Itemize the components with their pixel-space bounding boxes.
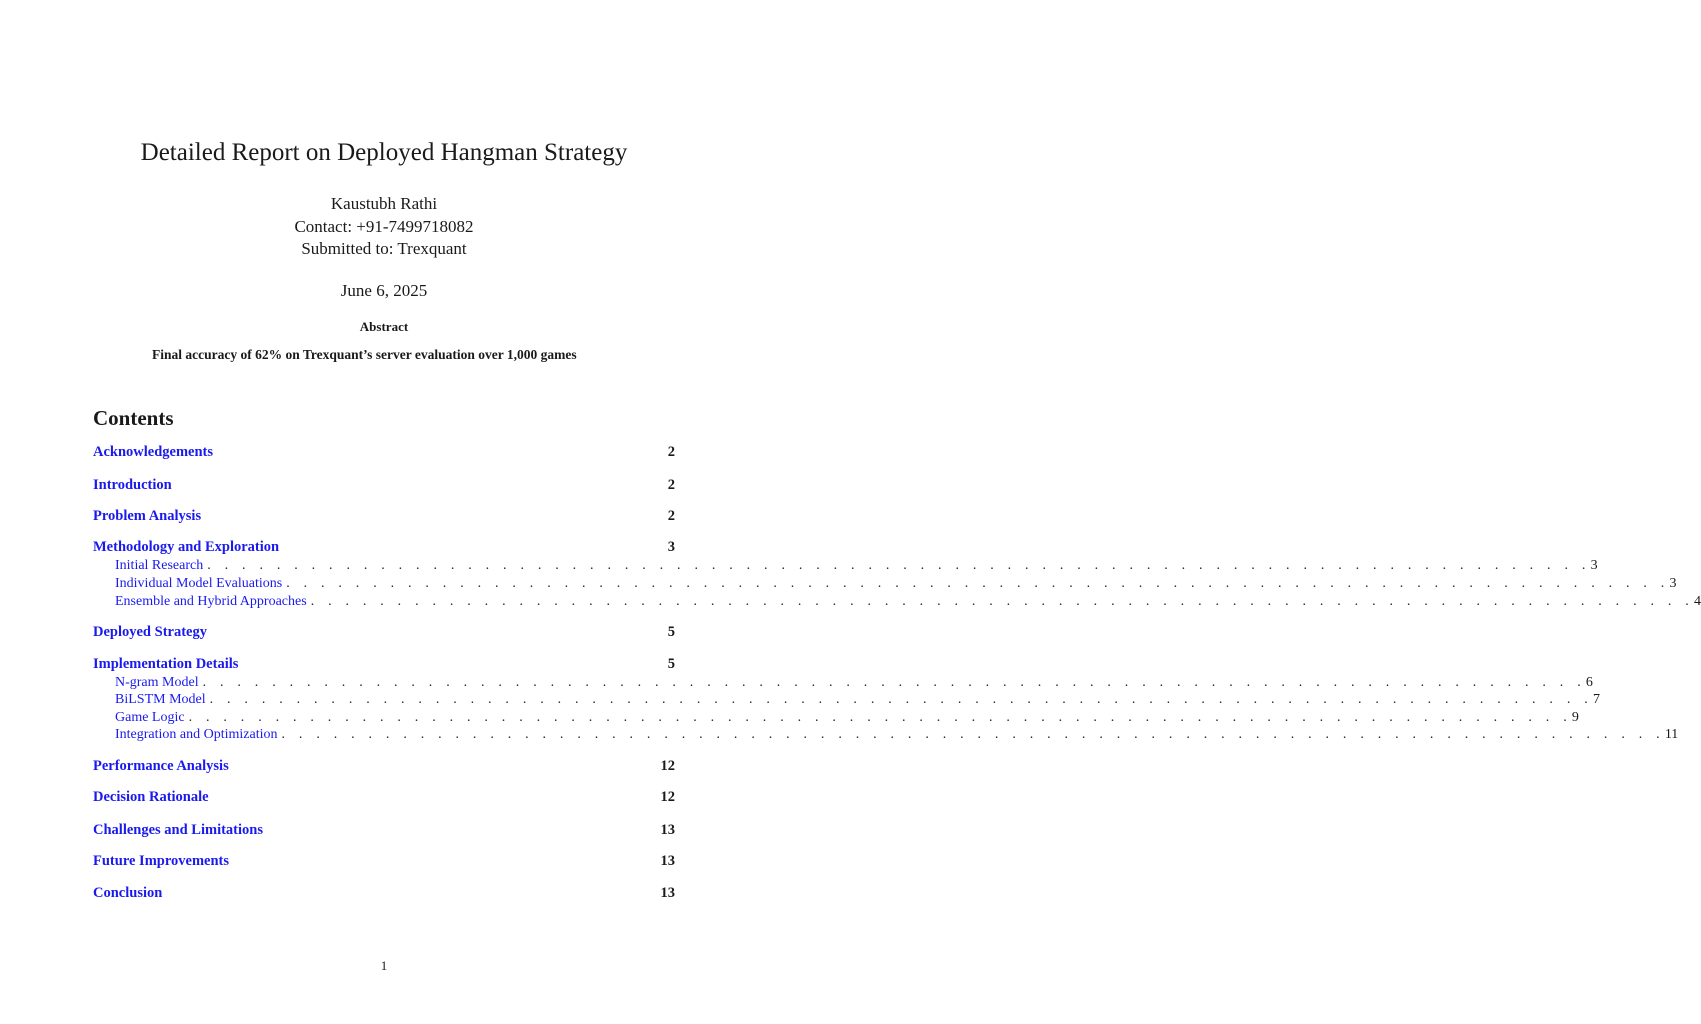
toc-entry[interactable] <box>93 789 675 807</box>
toc-entry-label[interactable]: Challenges and Limitations <box>93 822 263 838</box>
toc-subentry-page: 4 <box>1694 594 1701 609</box>
toc-entry-page: 13 <box>660 885 675 901</box>
toc-entry[interactable] <box>93 656 675 674</box>
toc-dot-leader: . . . . . . . . . . . . . . . . . . . . . . . . . . . . . . . . . . . . . . . . . . . . . . . . . . . . . . . . . . . . . . . . . . . . . . . . . . . . . . . . <box>188 710 1572 725</box>
contents-heading: Contents <box>93 406 174 430</box>
toc-subentry[interactable] <box>115 675 1593 693</box>
toc-entry-page: 2 <box>667 444 675 460</box>
toc-entry-label[interactable]: Deployed Strategy <box>93 624 207 640</box>
toc-entry[interactable] <box>93 444 675 462</box>
toc-subentry-label[interactable]: BiLSTM Model <box>115 692 206 707</box>
toc-entry[interactable] <box>93 885 675 903</box>
toc-entry[interactable] <box>93 508 675 526</box>
toc-entry-page: 13 <box>660 853 675 869</box>
toc-dot-leader: . . . . . . . . . . . . . . . . . . . . . . . . . . . . . . . . . . . . . . . . . . . . . . . . . . . . . . . . . . . . . . . . . . . . . . . . . . . . . . . . <box>281 727 1665 742</box>
toc-entry-label[interactable]: Methodology and Exploration <box>93 539 280 555</box>
author-contact: Contact: +91-7499718082 <box>294 216 474 236</box>
toc-subentry[interactable] <box>115 727 1679 745</box>
toc-subentry-page: 9 <box>1571 710 1579 725</box>
toc-entry-label[interactable]: Performance Analysis <box>93 758 229 774</box>
document-title: Detailed Report on Deployed Hangman Strategy <box>140 139 628 166</box>
toc-subentry-label[interactable]: Initial Research <box>115 558 204 573</box>
toc-entry-page: 12 <box>660 758 675 774</box>
toc-subentry-page: 3 <box>1590 558 1598 573</box>
author-block <box>0 193 768 261</box>
toc-entry-label[interactable]: Acknowledgements <box>93 444 214 460</box>
toc-entry-label[interactable]: Introduction <box>93 477 172 493</box>
toc-subentry-label[interactable]: Ensemble and Hybrid Approaches <box>115 594 307 609</box>
toc-subentry[interactable] <box>115 594 1701 612</box>
toc-entry[interactable] <box>93 624 675 642</box>
toc-subentry-label[interactable]: Game Logic <box>115 710 185 725</box>
toc-entry-label[interactable]: Future Improvements <box>93 853 229 869</box>
toc-subentry[interactable] <box>115 558 1598 576</box>
toc-entry-page: 12 <box>660 789 675 805</box>
toc-dot-leader: . . . . . . . . . . . . . . . . . . . . . . . . . . . . . . . . . . . . . . . . . . . . . . . . . . . . . . . . . . . . . . . . . . . . . . . . . . . . . . . . <box>202 675 1586 690</box>
toc-entry-page: 3 <box>667 539 675 555</box>
toc-entry-label[interactable]: Decision Rationale <box>93 789 209 805</box>
page-number: 1 <box>380 958 388 973</box>
submitted-to: Submitted to: Trexquant <box>301 239 467 258</box>
toc-entry[interactable] <box>93 539 675 557</box>
toc-subentry-label[interactable]: Integration and Optimization <box>115 727 278 742</box>
toc-subentry-page: 7 <box>1592 692 1600 707</box>
toc-entry-label[interactable]: Problem Analysis <box>93 508 202 524</box>
toc-entry[interactable] <box>93 477 675 495</box>
abstract-body: Final accuracy of 62% on Trexquant’s server evaluation over 1,000 games <box>152 347 577 362</box>
toc-entry-page: 5 <box>667 624 675 640</box>
author-name: Kaustubh Rathi <box>330 194 438 213</box>
toc-subentry-page: 11 <box>1664 727 1679 742</box>
toc-entry[interactable] <box>93 822 675 840</box>
toc-subentry[interactable] <box>115 710 1579 728</box>
abstract-heading: Abstract <box>359 319 409 334</box>
toc-dot-leader: . . . . . . . . . . . . . . . . . . . . . . . . . . . . . . . . . . . . . . . . . . . . . . . . . . . . . . . . . . . . . . . . . . . . . . . . . . . . . . . . <box>209 692 1593 707</box>
toc-subentry[interactable] <box>115 692 1600 710</box>
toc-subentry-label[interactable]: N-gram Model <box>115 675 199 690</box>
toc-subentry-page: 3 <box>1669 576 1677 591</box>
toc-entry-page: 2 <box>667 508 675 524</box>
toc-dot-leader: . . . . . . . . . . . . . . . . . . . . . . . . . . . . . . . . . . . . . . . . . . . . . . . . . . . . . . . . . . . . . . . . . . . . . . . . . . . . . . . . <box>207 558 1591 573</box>
toc-entry-page: 5 <box>667 656 675 672</box>
document-date: June 6, 2025 <box>340 281 428 300</box>
toc-entry[interactable] <box>93 853 675 871</box>
toc-entry-label[interactable]: Conclusion <box>93 885 163 901</box>
toc-entry-label[interactable]: Implementation Details <box>93 656 239 672</box>
toc-entry[interactable] <box>93 758 675 776</box>
toc-entry-page: 2 <box>667 477 675 493</box>
toc-subentry[interactable] <box>115 576 1677 594</box>
toc-subentry-page: 6 <box>1585 675 1593 690</box>
toc-subentry-label[interactable]: Individual Model Evaluations <box>115 576 283 591</box>
toc-entry-page: 13 <box>660 822 675 838</box>
toc-dot-leader: . . . . . . . . . . . . . . . . . . . . . . . . . . . . . . . . . . . . . . . . . . . . . . . . . . . . . . . . . . . . . . . . . . . . . . . . . . . . . . . . <box>286 576 1670 591</box>
toc-dot-leader: . . . . . . . . . . . . . . . . . . . . . . . . . . . . . . . . . . . . . . . . . . . . . . . . . . . . . . . . . . . . . . . . . . . . . . . . . . . . . . . . <box>310 594 1694 609</box>
